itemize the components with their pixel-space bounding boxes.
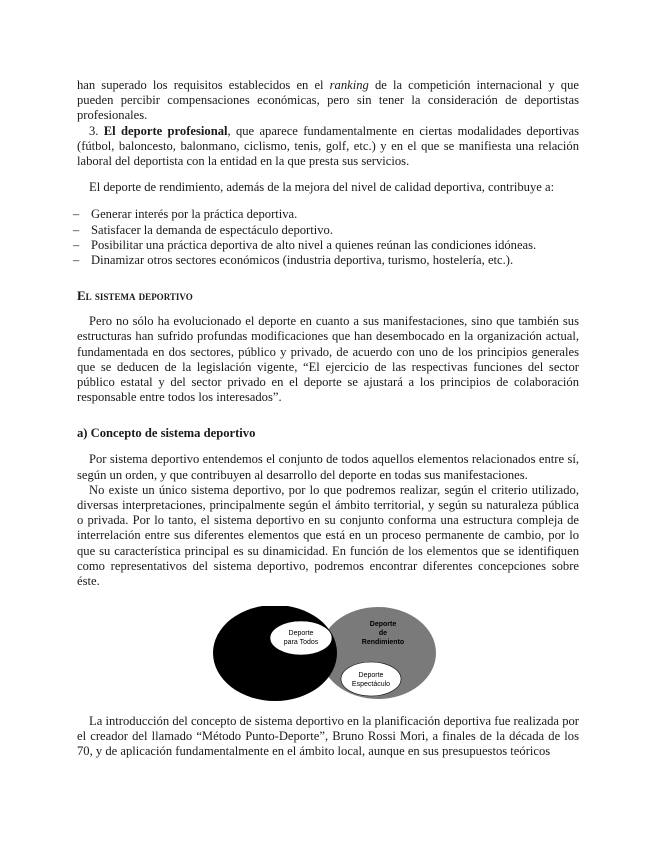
list-item: – Posibilitar una práctica deportiva de alto nivel a quienes reúnan las condiciones idóneas.	[73, 238, 579, 253]
paragraph-professional-sport: 3. El deporte profesional, que aparece fundamentalmente en ciertas modalidades deportivas (fútbol, baloncesto, balonmano, ciclismo, tenis, golf, etc.) y en el que se manifiesta una relación laboral del deportista con la entidad en la que presta sus servicios.	[77, 123, 580, 169]
spectacle-label-2: Espectáculo	[351, 681, 391, 688]
sport-for-all-label-1: Deporte	[288, 630, 314, 637]
paragraph-definition: Por sistema deportivo entendemos el conjunto de todos aquellos elementos relacionados entre sí, según un orden, y que contribuyen al desarrollo del deporte en todas sus manifestaciones.	[77, 452, 579, 482]
paragraph-interpretations: No existe un único sistema deportivo, por lo que podremos realizar, según el criterio utilizado, diversas interpretaciones, principalmente según el ámbito territorial, y según su naturaleza pública o privada. Por lo tanto, el sistema deportivo en su conjunto conforma una estructura compleja de interrelación entre sus diferentes elementos que está en un proceso permanente de cambio, por lo que su característica principal es su dinamicidad. En función de los elementos que se identifiquen como representativos del sistema deportivo, podremos encontrar diferentes concepciones sobre éste.	[77, 482, 579, 589]
performance-label-1: Deporte	[369, 621, 397, 628]
contributions-list	[73, 207, 579, 268]
document-page	[77, 78, 579, 589]
sport-for-all-label-2: para Todos	[283, 639, 319, 646]
paragraph-competition: han superado los requisitos establecidos en el ranking de la competición internacional y que pueden percibir compensaciones económicas, pero sin tener la consideración de deportistas profesionales.	[77, 78, 579, 123]
sport-system-diagram	[213, 606, 437, 702]
performance-label-2: de	[378, 630, 388, 637]
document-tail	[77, 714, 579, 760]
spectacle-sport-bubble	[341, 662, 401, 696]
list-item: – Dinamizar otros sectores económicos (industria deportiva, turismo, hostelería, etc.).	[73, 253, 579, 268]
paragraph-contributes: El deporte de rendimiento, además de la mejora del nivel de calidad deportiva, contribuye a:	[89, 180, 555, 195]
paragraph-punto-deporte: La introducción del concepto de sistema deportivo en la planificación deportiva fue realizada por el creador del llamado “Método Punto-Deporte”, Bruno Rossi Mori, a finales de la década de los 70, y de aplicación fundamentalmente en el ámbito local, aunque en sus presupuestos teóricos	[77, 714, 579, 759]
subsection-heading: a) Concepto de sistema deportivo	[77, 426, 256, 441]
sport-for-all-circle	[213, 606, 337, 701]
performance-label-3: Rendimiento	[361, 639, 405, 646]
list-item: – Generar interés por la práctica deportiva.	[73, 207, 579, 222]
list-item: – Satisfacer la demanda de espectáculo deportivo.	[73, 223, 579, 238]
professional-sport-term: El deporte profesional	[103, 123, 228, 138]
paragraph-evolution: Pero no sólo ha evolucionado el deporte en cuanto a sus manifestaciones, sino que también sus estructuras han sufrido profundas modificaciones que han desembocado en la organización actual, fundamentada en dos sectores, público y privado, de acuerdo con uno de los principios generales que se deducen de la legislación vigente, “El ejercicio de las respectivas funciones del sector público estatal y del sector privado en el deporte se ajustará a los principios de colaboración responsable entre todos los interesados”.	[77, 314, 579, 405]
ranking-term: ranking	[329, 78, 369, 92]
section-heading: El sistema deportivo	[77, 288, 193, 304]
spectacle-label-1: Deporte	[358, 672, 384, 679]
sport-for-all-label-bubble	[270, 621, 332, 655]
